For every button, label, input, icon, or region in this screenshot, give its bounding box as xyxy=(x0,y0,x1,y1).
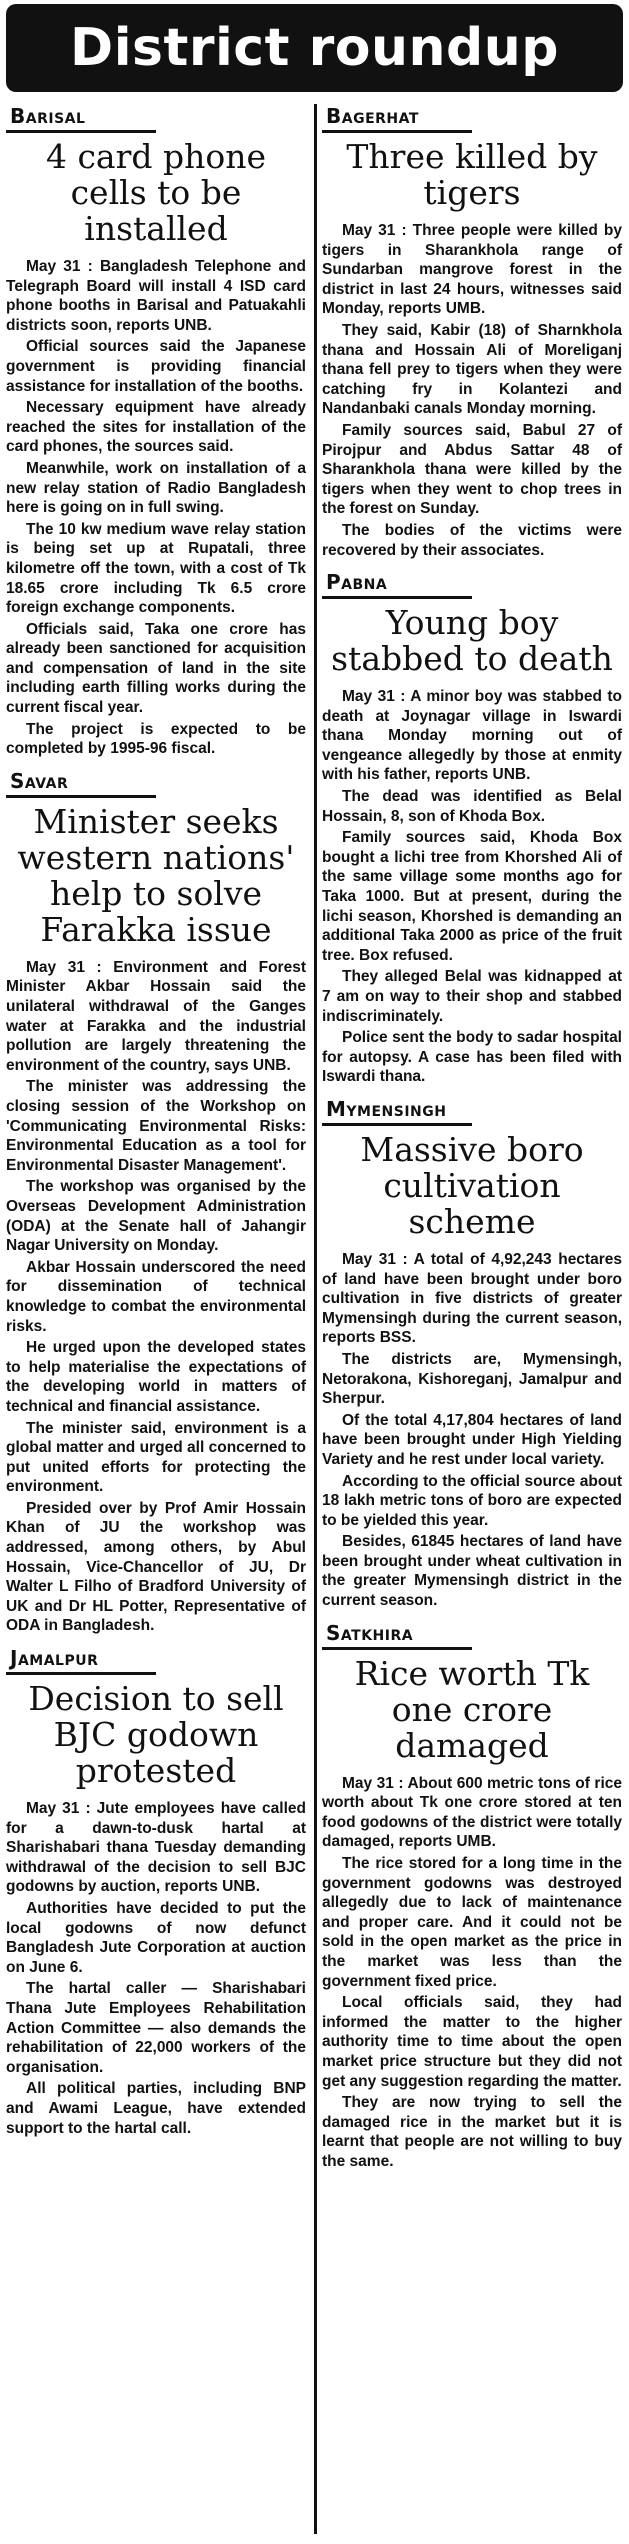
dateline: Pabna xyxy=(322,570,472,599)
paragraph: They are now trying to sell the damaged rice in the market but it is learnt that people are not willing to buy the same. xyxy=(322,2094,622,2170)
headline: 4 card phone cells to be installed xyxy=(45,137,267,248)
paragraph: According to the official source about 18 lakh metric tons of boro are expected to be yielded this year. xyxy=(322,1472,622,1529)
headline: Massive boro cultivation scheme xyxy=(360,1129,584,1241)
paragraph: Authorities have decided to put the local godowns of now defunct Bangladesh Jute Corporation at auction on June 6. xyxy=(6,1900,306,1976)
paragraph: May 31 : A minor boy was stabbed to death at Joynagar village in Iswardi thana Monday morning out of vengeance allegedly by those at enmity with his father, reports UNB. xyxy=(322,688,622,784)
paragraph: Meanwhile, work on installation of a new relay station of Radio Bangladesh here is going on in full swing. xyxy=(6,459,306,517)
paragraph: May 31 : Environment and Forest Minister Akbar Hossain said the unilateral withdrawal of the Ganges water at Farakka and the industrial pollution are largely threatening the environment of the country, says UNB. xyxy=(6,958,306,1074)
paragraph: The bodies of the victims were recovered by their associates. xyxy=(322,521,622,559)
headline: Three killed by tigers xyxy=(346,137,598,212)
paragraph: The project is expected to be completed by 1995-96 fiscal. xyxy=(6,720,306,758)
paragraph: Local officials said, they had informed the matter to the higher authority time to time about the open market price structure but they did not get any suggestion regarding the matter. xyxy=(322,1994,622,2090)
paragraph: Family sources said, Babul 27 of Pirojpur and Abdus Sattar 48 of Sharankhola thana were killed by the tigers when they went to chop trees in the forest on Sunday. xyxy=(322,421,622,518)
paragraph: Official sources said the Japanese government is providing financial assistance for installation of the booths. xyxy=(6,338,306,395)
paragraph: The dead was identified as Belal Hossain, 8, son of Khoda Box. xyxy=(322,788,622,825)
paragraph: Family sources said, Khoda Box bought a lichi tree from Khorshed Ali of the same village some months ago for Taka 1000. But at present, during the lichi season, Khorshed is demanding an additional Taka 2000 as price of the fruit tree. Box refused. xyxy=(322,829,622,964)
paragraph: The 10 kw medium wave relay station is being set up at Rupatali, three kilometre off the town, with a cost of Tk 18.65 crore including Tk 6.5 crore foreign exchange components. xyxy=(6,520,306,617)
paragraph: Necessary equipment have already reached the sites for installation of the card phones, the sources said. xyxy=(6,399,306,456)
paragraph: They said, Kabir (18) of Sharnkhola thana and Hossain Ali of Moreliganj thana fell prey to tigers when they were catching fry in Kolantezi and Nandanbaki canals Monday morning. xyxy=(322,321,622,418)
paragraph: May 31 : A total of 4,92,243 hectares of land have been brought under boro cultivation in five districts of greater Mymensingh during the current season, reports BSS. xyxy=(322,1250,622,1347)
left-column xyxy=(6,104,306,2148)
paragraph: All political parties, including BNP and Awami League, have extended support to the hartal call. xyxy=(6,2080,306,2137)
paragraph: Akbar Hossain underscored the need for dissemination of technical knowledge to combat the environmental risks. xyxy=(6,1258,306,1335)
paragraph: May 31 : Jute employees have called for a dawn-to-dusk hartal at Sharishabari thana Tuesday demanding withdrawal of the decision to sell BJC godowns by auction, reports UNB. xyxy=(6,1800,306,1896)
dateline: Savar xyxy=(6,769,156,798)
dateline: Satkhira xyxy=(322,1621,472,1650)
story-bagerhat xyxy=(322,104,622,560)
paragraph: The minister was addressing the closing session of the Workshop on 'Communicating Environmental Risks: Environmental Education as a tool for Environmental Disaster Management'. xyxy=(6,1078,306,1174)
paragraph: The workshop was organised by the Overseas Development Administration (ODA) at the Senate hall of Jahangir Nagar University on Monday. xyxy=(6,1178,306,1255)
story-savar xyxy=(6,769,306,1636)
paragraph: They alleged Belal was kidnapped at 7 am on way to their shop and stabbed indiscriminately. xyxy=(322,968,622,1025)
story-mymensingh xyxy=(322,1097,622,1611)
paragraph: May 31 : About 600 metric tons of rice worth about Tk one crore stored at ten food godowns of the district were totally damaged, reports UMB. xyxy=(322,1774,622,1851)
paragraph: Of the total 4,17,804 hectares of land have been brought under High Yielding Variety and he rest under local variety. xyxy=(322,1411,622,1468)
paragraph: He urged upon the developed states to help materialise the expectations of the developing world in matters of technical and financial assistance. xyxy=(6,1339,306,1415)
column-divider xyxy=(314,104,317,2534)
dateline: Barisal xyxy=(6,104,156,133)
story-pabna xyxy=(322,570,622,1087)
dateline: Jamalpur xyxy=(6,1646,156,1675)
headline: Rice worth Tk one crore damaged xyxy=(354,1653,590,1765)
story-jamalpur xyxy=(6,1646,306,2138)
paragraph: Presided over by Prof Amir Hossain Khan of JU the workshop was addressed, among others, by Abul Hossain, Vice-Chancellor of JU, Dr Walter L Filho of Bradford University of UK and Dr HL Potter, Representative of ODA in Bangladesh. xyxy=(6,1499,306,1635)
paragraph: The minister said, environment is a global matter and urged all concerned to put united efforts for protecting the environment. xyxy=(6,1419,306,1496)
story-satkhira xyxy=(322,1621,622,2172)
headline: Young boy stabbed to death xyxy=(331,603,613,679)
paragraph: The rice stored for a long time in the government godowns was destroyed allegedly due to lack of maintenance and proper care. And it could not be sold in the open market as the price in the market was less than the government fixed price. xyxy=(322,1855,622,1990)
headline: Minister seeks western nations' help to solve Farakka issue xyxy=(17,801,295,949)
paragraph: Besides, 61845 hectares of land have been brought under wheat cultivation in the greater Mymensingh district in the current season. xyxy=(322,1533,622,1610)
paragraph: The hartal caller — Sharishabari Thana Jute Employees Rehabilitation Action Committee — also demands the rehabilitation of 22,000 workers of the organisation. xyxy=(6,1980,306,2076)
paragraph: The districts are, Mymensingh, Netorakona, Kishoreganj, Jamalpur and Sherpur. xyxy=(322,1350,622,1408)
page-title: District roundup xyxy=(70,18,559,78)
story-barisal xyxy=(6,104,306,759)
headline: Decision to sell BJC godown protested xyxy=(28,1679,284,1791)
paragraph: May 31 : Bangladesh Telephone and Telegraph Board will install 4 ISD card phone booths in Barisal and Patuakahli districts soon, reports UNB. xyxy=(6,258,306,334)
paragraph: May 31 : Three people were killed by tigers in Sharankhola range of Sundarban mangrove forest in the district in last 24 hours, witnesses said Monday, reports UMB. xyxy=(322,222,622,318)
page-banner xyxy=(6,4,623,92)
right-column xyxy=(322,104,622,2182)
paragraph: Police sent the body to sadar hospital for autopsy. A case has been filed with Iswardi thana. xyxy=(322,1029,622,1086)
dateline: Mymensingh xyxy=(322,1097,472,1126)
dateline: Bagerhat xyxy=(322,104,472,133)
paragraph: Officials said, Taka one crore has already been sanctioned for acquisition and compensation of land in the site including earth filling works during the current fiscal year. xyxy=(6,620,306,717)
